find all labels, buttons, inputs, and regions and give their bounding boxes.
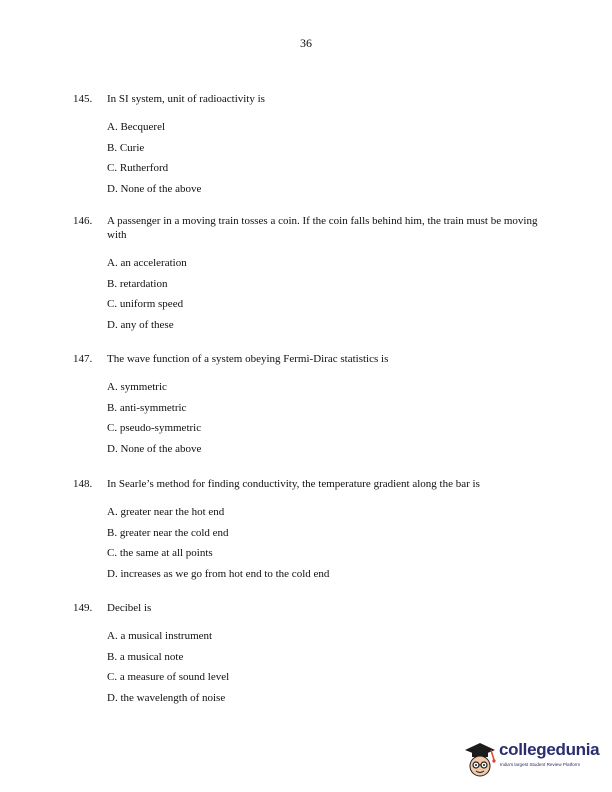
options-list — [107, 629, 553, 705]
option-a: A. symmetric — [107, 381, 167, 393]
option-c: C. pseudo-symmetric — [107, 422, 202, 435]
option-b: B. anti-symmetric — [107, 401, 187, 414]
page-number: 36 — [300, 36, 312, 50]
question-number: 148. — [73, 478, 93, 490]
logo-wordmark: collegedunia — [499, 740, 600, 759]
option-d: D. None of the above — [107, 442, 202, 455]
question-149 — [73, 601, 553, 711]
question-number: 146. — [73, 215, 93, 227]
logo-tagline: India's largest Student Review Platform — [500, 762, 581, 767]
option-b: B. greater near the cold end — [107, 526, 229, 539]
option-a: A. Becquerel — [107, 121, 166, 133]
options-list — [107, 120, 553, 196]
option-a: A. an acceleration — [107, 257, 187, 269]
question-number: 147. — [73, 353, 93, 365]
option-b: B. a musical note — [107, 650, 184, 663]
option-c: C. the same at all points — [107, 547, 213, 560]
options-list — [107, 256, 553, 332]
question-text: The wave function of a system obeying Fermi-Dirac statistics is — [107, 353, 389, 365]
question-146 — [73, 214, 553, 338]
option-b: B. Curie — [107, 141, 145, 154]
question-text: A passenger in a moving train tosses a coin. If the coin falls behind him, the train must be moving with — [107, 215, 538, 241]
option-a: A. greater near the hot end — [107, 506, 225, 518]
option-c: C. Rutherford — [107, 162, 169, 175]
option-d: D. None of the above — [107, 182, 202, 195]
question-number: 145. — [73, 93, 93, 105]
question-text: In Searle’s method for finding conductivity, the temperature gradient along the bar is — [107, 478, 480, 490]
question-text: In SI system, unit of radioactivity is — [107, 93, 265, 105]
option-c: C. a measure of sound level — [107, 671, 230, 684]
option-c: C. uniform speed — [107, 298, 184, 311]
option-d: D. the wavelength of noise — [107, 691, 226, 704]
question-text: Decibel is — [107, 602, 152, 614]
question-148 — [73, 477, 553, 587]
option-d: D. increases as we go from hot end to the cold end — [107, 567, 330, 580]
options-list — [107, 380, 553, 456]
question-number: 149. — [73, 602, 93, 614]
options-list — [107, 505, 553, 581]
option-b: B. retardation — [107, 277, 168, 290]
option-d: D. any of these — [107, 318, 174, 331]
option-a: A. a musical instrument — [107, 630, 213, 642]
collegedunia-logo — [461, 736, 601, 782]
question-145 — [73, 92, 553, 202]
question-147 — [73, 352, 553, 462]
mascot-graduate-icon — [461, 738, 499, 780]
